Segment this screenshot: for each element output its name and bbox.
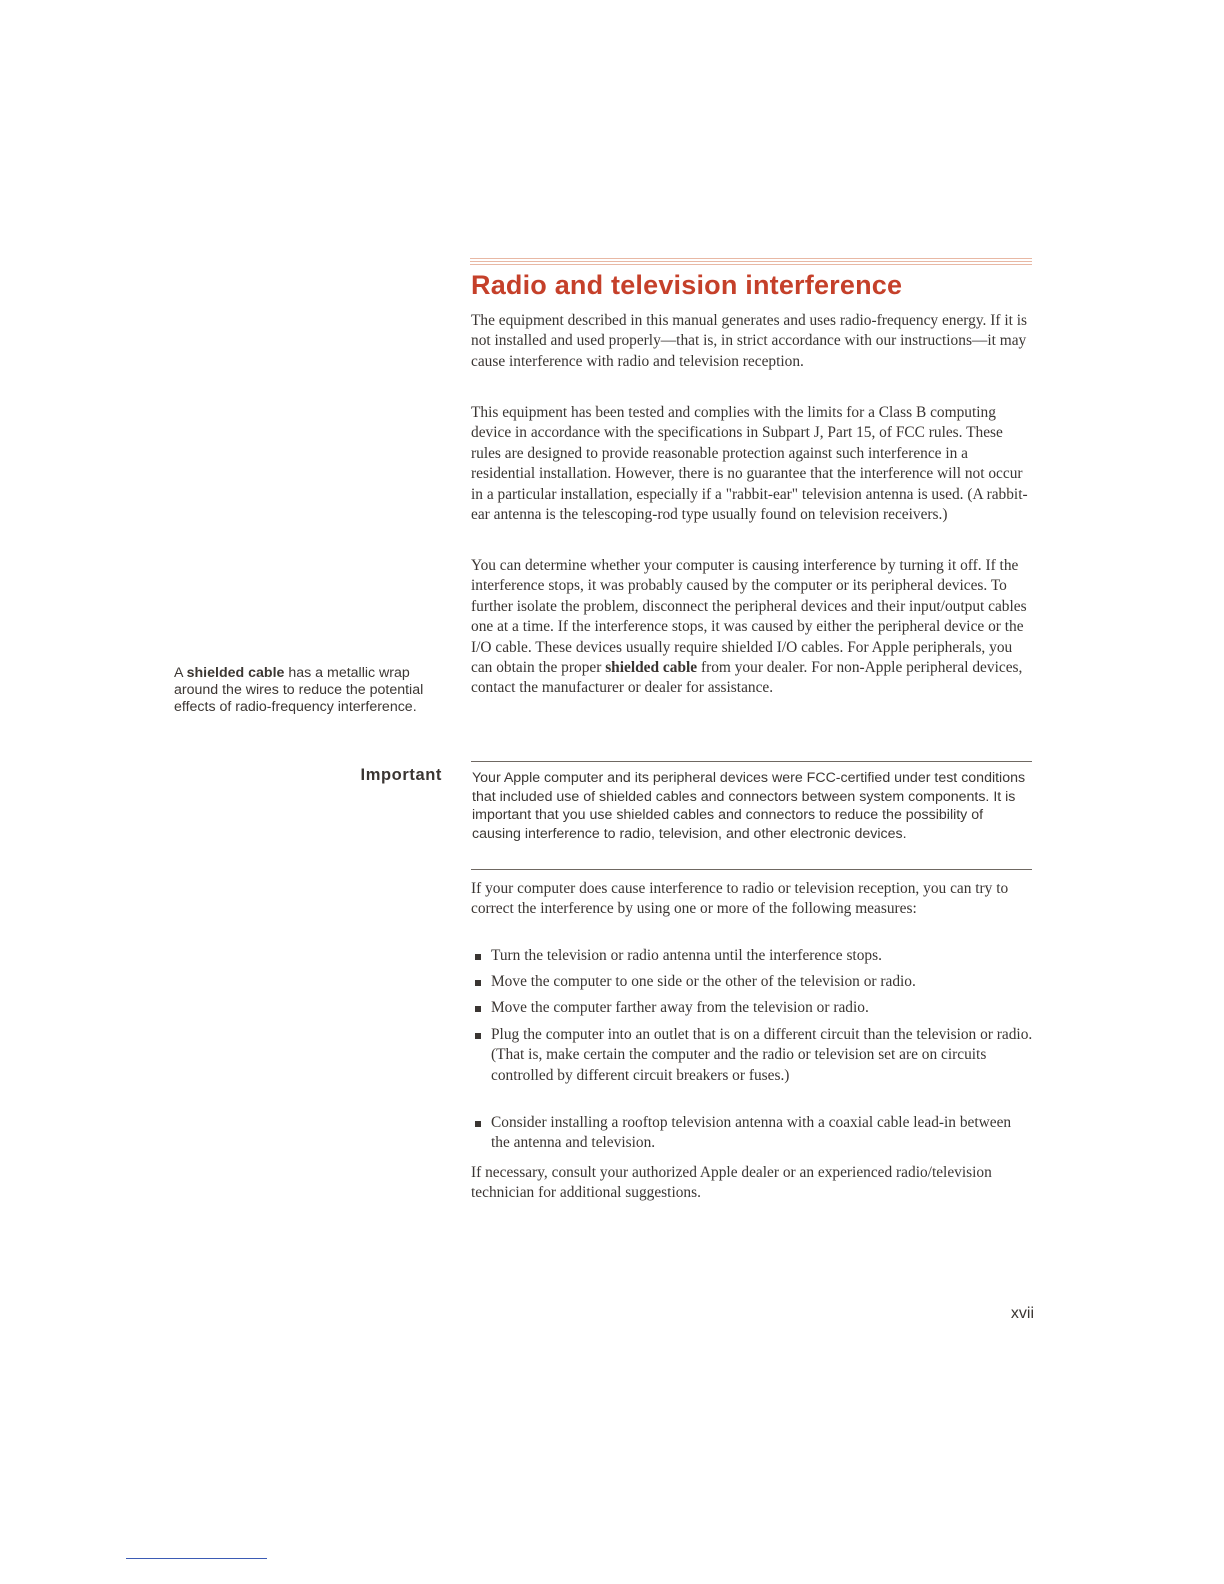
section-heading: Radio and television interference — [471, 270, 903, 300]
important-top-rule — [471, 761, 1032, 762]
list-item-text: Move the computer farther away from the television or radio. — [491, 999, 869, 1016]
important-label: Important — [360, 766, 442, 784]
paragraph-text — [471, 556, 1033, 699]
paragraph-text: This equipment has been tested and complies with the limits for a Class B computing device in accordance with the specifications in Subpart J, Part 15, of FCC rules. These rules are designed to provide reasonable protection against such interference in a residential installation. However, there is no guarantee that the interference will not occur in a particular installation, especially if a "rabbit-ear" television antenna is used. (A rabbit-ear antenna is the telescoping-rod type usually found on television receivers.) — [471, 404, 1028, 524]
list-item — [471, 972, 1033, 992]
measures-intro-paragraph — [471, 879, 1033, 920]
heading-rule — [470, 258, 1032, 266]
paragraph-text: If your computer does cause interference to radio or television reception, you can try to correct the interference by using one or more of the following measures: — [471, 880, 1009, 918]
margin-note-text: has a metallic wrap around the wires to reduce the potential effects of radio-frequency interference. — [174, 665, 424, 715]
list-item — [471, 1025, 1033, 1086]
margin-note-prefix: A — [174, 665, 187, 681]
bullet-square-icon — [475, 1006, 481, 1012]
paragraph-text-start: You can determine whether your computer is causing interference by turning it off. If the interference stops, it was probably caused by the computer or its peripheral devices. To further isolate the problem, disconnect the peripheral devices and their input/output cables one at a time. If the interference stops, it was caused by either the peripheral device or the I/O cable. These devices usually require shielded I/O cables. For Apple peripherals, you can obtain the proper — [471, 557, 1027, 677]
footer-rule — [126, 1558, 267, 1559]
bullet-square-icon — [475, 980, 481, 986]
important-bottom-rule — [471, 869, 1032, 870]
shielded-cable-term: shielded cable — [605, 659, 698, 677]
bullet-square-icon — [475, 1121, 481, 1127]
fcc-compliance-paragraph — [471, 403, 1033, 525]
list-item — [471, 1113, 1033, 1154]
important-note: Your Apple computer and its peripheral devices were FCC-certified under test conditions that included use of shielded cables and connectors between system components. It is important that you use shielded cables and connectors to reduce the possibility of causing interference to radio, television, and other electronic devices. — [472, 770, 1026, 842]
margin-note — [174, 665, 424, 716]
paragraph-text-end: from your dealer. For non-Apple peripheral devices, contact the manufacturer or dealer for assistance. — [471, 659, 1023, 697]
bullet-square-icon — [475, 1033, 481, 1039]
list-item-text: Plug the computer into an outlet that is on a different circuit than the television or radio. (That is, make certain the computer and the radio or television set are on circuits controlled by different circuit breakers or fuses.) — [491, 1026, 1033, 1084]
page-number: xvii — [1010, 1305, 1034, 1322]
troubleshooting-paragraph — [471, 556, 1033, 699]
list-item-text: Turn the television or radio antenna until the interference stops. — [491, 947, 882, 964]
paragraph-text: The equipment described in this manual generates and uses radio-frequency energy. If it is not installed and used properly—that is, in strict accordance with our instructions—it may cause interference with radio and television reception. — [471, 312, 1028, 370]
intro-paragraph — [471, 311, 1033, 372]
list-item-text: Consider installing a rooftop television antenna with a coaxial cable lead-in between the antenna and television. — [491, 1114, 1012, 1152]
list-item — [471, 998, 1033, 1018]
list-item — [471, 946, 1033, 966]
closing-paragraph — [471, 1163, 1033, 1204]
bullet-square-icon — [475, 954, 481, 960]
list-item-text: Move the computer to one side or the other of the television or radio. — [491, 973, 916, 990]
margin-note-term: shielded cable — [186, 665, 285, 681]
paragraph-text: If necessary, consult your authorized Apple dealer or an experienced radio/television technician for additional suggestions. — [471, 1164, 992, 1202]
